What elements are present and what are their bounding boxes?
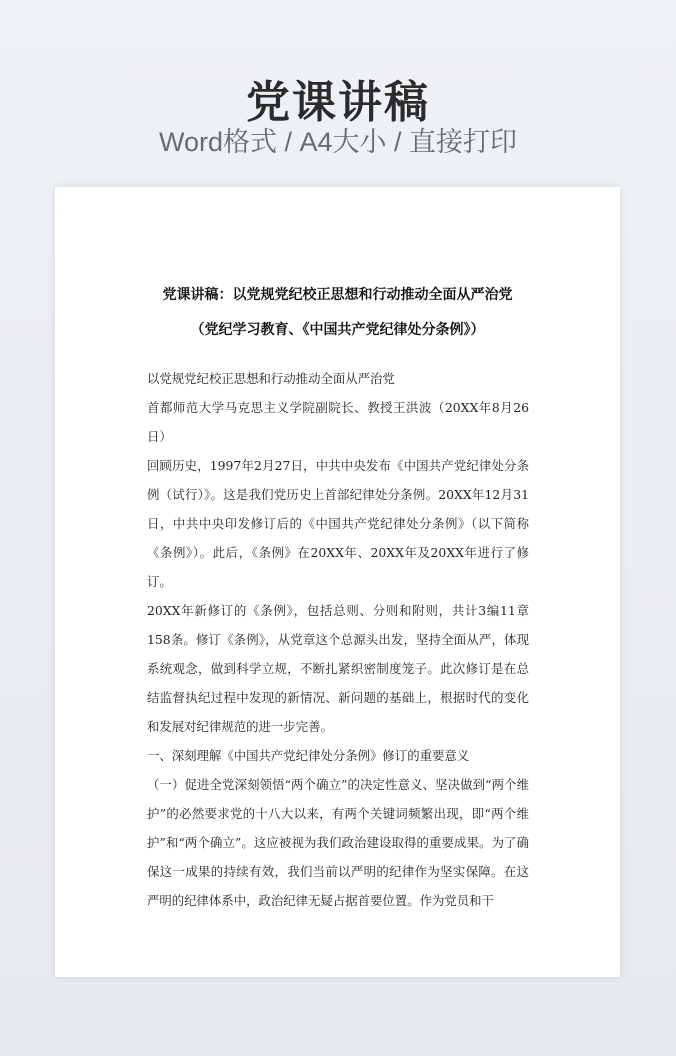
document-subtitle: （党纪学习教育、《中国共产党纪律处分条例》） bbox=[190, 322, 485, 338]
section-heading: 一、深刻理解《中国共产党纪律处分条例》修订的重要意义 bbox=[147, 748, 470, 763]
body-paragraph: （一）促进全党深刻领悟“两个确立”的决定性意义、坚决做到“两个维护”的必然要求党的十八大以来，有两个关键词频繁出现，即“两个维护”和“两个确立”。这应被视为我们政治建设取得的重要成果。为了确保这一成果的持续有效，我们当前以严明的纪律作为坚实保障。在这严明的纪律体系中，政治纪律无疑占据首要位置。作为党员和干 bbox=[147, 777, 529, 908]
body-paragraph: 回顾历史，1997年2月27日，中共中央发布《中国共产党纪律处分条例（试行）》。这是我们党历史上首部纪律处分条例。20XX年12月31日，中共中央印发修订后的《中国共产党纪律处分条例》（以下简称《条例》）。此后，《条例》在20XX年、20XX年及20XX年进行了修订。 bbox=[147, 458, 529, 589]
body-paragraph: 20XX年新修订的《条例》，包括总则、分则和附则，共计3编11章158条。修订《条例》，从党章这个总源头出发，坚持全面从严，体现系统观念，做到科学立规，不断扎紧织密制度笼子。此次修订是在总结监督执纪过程中发现的新情况、新问题的基础上，根据时代的变化和发展对纪律规范的进一步完善。 bbox=[147, 603, 529, 734]
body-paragraph: 首都师范大学马克思主义学院副院长、教授王洪波（20XX年8月26日） bbox=[147, 400, 529, 444]
body-paragraph: 以党规党纪校正思想和行动推动全面从严治党 bbox=[147, 371, 395, 386]
banner-title: 党课讲稿 bbox=[246, 77, 430, 128]
banner-subtitle: Word格式 / A4大小 / 直接打印 bbox=[158, 127, 518, 157]
document-title: 党课讲稿：以党规党纪校正思想和行动推动全面从严治党 bbox=[162, 287, 513, 303]
document-body bbox=[147, 364, 529, 915]
document-page bbox=[55, 187, 620, 977]
